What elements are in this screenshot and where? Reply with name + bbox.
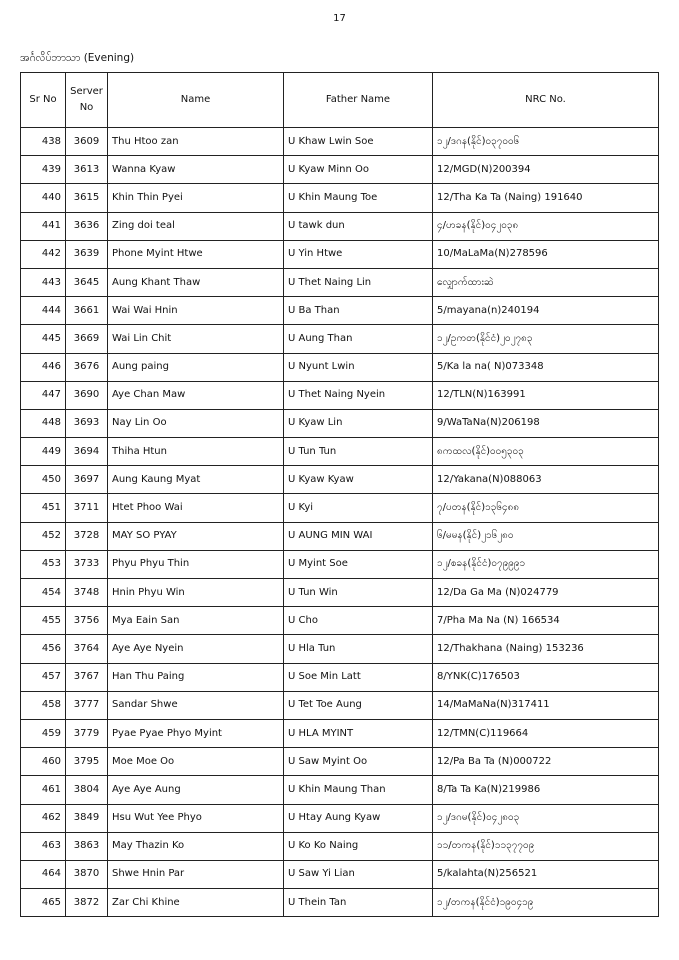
sr-no-cell: 451 bbox=[21, 494, 66, 522]
name-cell: Aye Aye Aung bbox=[108, 776, 284, 804]
father-name-cell: U Tun Win bbox=[284, 579, 433, 607]
table-row bbox=[21, 607, 659, 635]
table-row bbox=[21, 832, 659, 860]
sr-no-cell: 442 bbox=[21, 240, 66, 268]
nrc-no-cell: 7/Pha Ma Na (N) 166534 bbox=[433, 607, 659, 635]
table-row bbox=[21, 353, 659, 381]
server-no-cell: 3756 bbox=[66, 607, 108, 635]
father-name-cell: U Thet Naing Lin bbox=[284, 268, 433, 296]
sr-no-cell: 450 bbox=[21, 466, 66, 494]
server-no-cell: 3609 bbox=[66, 128, 108, 156]
sr-no-cell: 461 bbox=[21, 776, 66, 804]
header-row bbox=[21, 73, 659, 128]
roster-body bbox=[21, 128, 659, 917]
server-no-cell: 3636 bbox=[66, 212, 108, 240]
father-name-cell: U Ko Ko Naing bbox=[284, 832, 433, 860]
name-cell: Phyu Phyu Thin bbox=[108, 550, 284, 578]
nrc-no-cell: 14/MaMaNa(N)317411 bbox=[433, 691, 659, 719]
server-no-cell: 3870 bbox=[66, 860, 108, 888]
table-row bbox=[21, 635, 659, 663]
table-row bbox=[21, 325, 659, 353]
nrc-no-cell: ၁၁/တကန(နိုင်)၁၁၃၇၇၀၉ bbox=[433, 832, 659, 860]
nrc-no-cell: ၄/ဟခန(နိုင်)၀၄၂၀၃၈ bbox=[433, 212, 659, 240]
nrc-no-cell: 10/MaLaMa(N)278596 bbox=[433, 240, 659, 268]
table-row bbox=[21, 719, 659, 747]
nrc-no-cell: 5/mayana(n)240194 bbox=[433, 297, 659, 325]
server-no-cell: 3863 bbox=[66, 832, 108, 860]
nrc-no-cell: ၁၂/စခန(နိုင်ငံ)၀၇၉၉၉၁ bbox=[433, 550, 659, 578]
nrc-no-cell: 12/MGD(N)200394 bbox=[433, 156, 659, 184]
name-cell: MAY SO PYAY bbox=[108, 522, 284, 550]
sr-no-cell: 453 bbox=[21, 550, 66, 578]
sr-no-cell: 456 bbox=[21, 635, 66, 663]
nrc-no-cell: 12/TMN(C)119664 bbox=[433, 719, 659, 747]
table-row bbox=[21, 691, 659, 719]
father-name-cell: U Ba Than bbox=[284, 297, 433, 325]
server-no-cell: 3779 bbox=[66, 719, 108, 747]
server-no-cell: 3645 bbox=[66, 268, 108, 296]
server-no-cell: 3767 bbox=[66, 663, 108, 691]
name-cell: Wanna Kyaw bbox=[108, 156, 284, 184]
name-cell: Sandar Shwe bbox=[108, 691, 284, 719]
father-name-cell: U Hla Tun bbox=[284, 635, 433, 663]
nrc-no-cell: ၆/မမန(နိုင်)၂၁၆၂၈၀ bbox=[433, 522, 659, 550]
name-cell: Thiha Htun bbox=[108, 438, 284, 466]
name-cell: Shwe Hnin Par bbox=[108, 860, 284, 888]
father-name-cell: U Kyaw Lin bbox=[284, 409, 433, 437]
name-cell: Htet Phoo Wai bbox=[108, 494, 284, 522]
nrc-no-cell: ၈ကထလ(နိုင်)၀၀၅၃၀၃ bbox=[433, 438, 659, 466]
name-cell: Zar Chi Khine bbox=[108, 889, 284, 917]
sr-no-cell: 446 bbox=[21, 353, 66, 381]
server-no-cell: 3697 bbox=[66, 466, 108, 494]
table-row bbox=[21, 579, 659, 607]
father-name-cell: U Myint Soe bbox=[284, 550, 433, 578]
father-name-cell: U Thein Tan bbox=[284, 889, 433, 917]
nrc-no-cell: ၁၂/ဒဂန(နိုင်)၀၃၇၀၀၆ bbox=[433, 128, 659, 156]
sr-no-cell: 457 bbox=[21, 663, 66, 691]
father-name-cell: U Kyaw Minn Oo bbox=[284, 156, 433, 184]
name-cell: Zing doi teal bbox=[108, 212, 284, 240]
father-name-cell: U Htay Aung Kyaw bbox=[284, 804, 433, 832]
server-no-cell: 3676 bbox=[66, 353, 108, 381]
nrc-no-cell: 9/WaTaNa(N)206198 bbox=[433, 409, 659, 437]
server-no-cell: 3849 bbox=[66, 804, 108, 832]
sr-no-cell: 444 bbox=[21, 297, 66, 325]
section-title: အင်္ဂလိပ်ဘာသာ (Evening) bbox=[20, 52, 135, 64]
table-row bbox=[21, 268, 659, 296]
server-no-cell: 3764 bbox=[66, 635, 108, 663]
header-server-no: Server No bbox=[66, 73, 108, 128]
father-name-cell: U Kyaw Kyaw bbox=[284, 466, 433, 494]
nrc-no-cell: 12/Thakhana (Naing) 153236 bbox=[433, 635, 659, 663]
nrc-no-cell: လျှောက်ထားဆဲ bbox=[433, 268, 659, 296]
name-cell: Phone Myint Htwe bbox=[108, 240, 284, 268]
table-row bbox=[21, 494, 659, 522]
table-row bbox=[21, 240, 659, 268]
sr-no-cell: 465 bbox=[21, 889, 66, 917]
sr-no-cell: 443 bbox=[21, 268, 66, 296]
table-row bbox=[21, 128, 659, 156]
sr-no-cell: 464 bbox=[21, 860, 66, 888]
nrc-no-cell: 12/Yakana(N)088063 bbox=[433, 466, 659, 494]
nrc-no-cell: 12/Da Ga Ma (N)024779 bbox=[433, 579, 659, 607]
father-name-cell: U Kyi bbox=[284, 494, 433, 522]
server-no-cell: 3748 bbox=[66, 579, 108, 607]
nrc-no-cell: 8/Ta Ta Ka(N)219986 bbox=[433, 776, 659, 804]
server-no-cell: 3693 bbox=[66, 409, 108, 437]
sr-no-cell: 439 bbox=[21, 156, 66, 184]
table-row bbox=[21, 860, 659, 888]
father-name-cell: U Thet Naing Nyein bbox=[284, 381, 433, 409]
father-name-cell: U Khin Maung Than bbox=[284, 776, 433, 804]
father-name-cell: U tawk dun bbox=[284, 212, 433, 240]
header-sr-no: Sr No bbox=[21, 73, 66, 128]
father-name-cell: U Soe Min Latt bbox=[284, 663, 433, 691]
name-cell: Pyae Pyae Phyo Myint bbox=[108, 719, 284, 747]
header-nrc-no: NRC No. bbox=[433, 73, 659, 128]
father-name-cell: U Saw Yi Lian bbox=[284, 860, 433, 888]
father-name-cell: U Tun Tun bbox=[284, 438, 433, 466]
sr-no-cell: 462 bbox=[21, 804, 66, 832]
nrc-no-cell: 5/Ka la na( N)073348 bbox=[433, 353, 659, 381]
server-no-cell: 3733 bbox=[66, 550, 108, 578]
sr-no-cell: 455 bbox=[21, 607, 66, 635]
nrc-no-cell: ၇/ပတန(နိုင်)၁၃၆၄၈၈ bbox=[433, 494, 659, 522]
father-name-cell: U Nyunt Lwin bbox=[284, 353, 433, 381]
name-cell: Hsu Wut Yee Phyo bbox=[108, 804, 284, 832]
name-cell: Hnin Phyu Win bbox=[108, 579, 284, 607]
name-cell: Wai Lin Chit bbox=[108, 325, 284, 353]
father-name-cell: U Saw Myint Oo bbox=[284, 748, 433, 776]
table-row bbox=[21, 522, 659, 550]
server-no-cell: 3613 bbox=[66, 156, 108, 184]
father-name-cell: U AUNG MIN WAI bbox=[284, 522, 433, 550]
name-cell: May Thazin Ko bbox=[108, 832, 284, 860]
sr-no-cell: 459 bbox=[21, 719, 66, 747]
table-row bbox=[21, 889, 659, 917]
sr-no-cell: 441 bbox=[21, 212, 66, 240]
name-cell: Wai Wai Hnin bbox=[108, 297, 284, 325]
sr-no-cell: 452 bbox=[21, 522, 66, 550]
name-cell: Aye Chan Maw bbox=[108, 381, 284, 409]
sr-no-cell: 448 bbox=[21, 409, 66, 437]
nrc-no-cell: 12/TLN(N)163991 bbox=[433, 381, 659, 409]
table-row bbox=[21, 212, 659, 240]
table-row bbox=[21, 184, 659, 212]
server-no-cell: 3615 bbox=[66, 184, 108, 212]
table-row bbox=[21, 748, 659, 776]
sr-no-cell: 447 bbox=[21, 381, 66, 409]
father-name-cell: U HLA MYINT bbox=[284, 719, 433, 747]
server-no-cell: 3777 bbox=[66, 691, 108, 719]
sr-no-cell: 449 bbox=[21, 438, 66, 466]
sr-no-cell: 454 bbox=[21, 579, 66, 607]
nrc-no-cell: 5/kalahta(N)256521 bbox=[433, 860, 659, 888]
sr-no-cell: 458 bbox=[21, 691, 66, 719]
server-no-cell: 3711 bbox=[66, 494, 108, 522]
father-name-cell: U Khin Maung Toe bbox=[284, 184, 433, 212]
name-cell: Han Thu Paing bbox=[108, 663, 284, 691]
server-no-cell: 3728 bbox=[66, 522, 108, 550]
table-row bbox=[21, 381, 659, 409]
server-no-cell: 3661 bbox=[66, 297, 108, 325]
table-row bbox=[21, 550, 659, 578]
name-cell: Khin Thin Pyei bbox=[108, 184, 284, 212]
name-cell: Thu Htoo zan bbox=[108, 128, 284, 156]
sr-no-cell: 438 bbox=[21, 128, 66, 156]
nrc-no-cell: 12/Tha Ka Ta (Naing) 191640 bbox=[433, 184, 659, 212]
page-number: 17 bbox=[333, 13, 346, 24]
server-no-cell: 3690 bbox=[66, 381, 108, 409]
name-cell: Moe Moe Oo bbox=[108, 748, 284, 776]
sr-no-cell: 440 bbox=[21, 184, 66, 212]
name-cell: Aung Kaung Myat bbox=[108, 466, 284, 494]
nrc-no-cell: 12/Pa Ba Ta (N)000722 bbox=[433, 748, 659, 776]
nrc-no-cell: ၁၂/တကန(နိုင်ငံ)၁၉၀၄၁၉ bbox=[433, 889, 659, 917]
header-father-name: Father Name bbox=[284, 73, 433, 128]
table-row bbox=[21, 663, 659, 691]
name-cell: Aung Khant Thaw bbox=[108, 268, 284, 296]
server-no-cell: 3639 bbox=[66, 240, 108, 268]
server-no-cell: 3669 bbox=[66, 325, 108, 353]
father-name-cell: U Cho bbox=[284, 607, 433, 635]
table-row bbox=[21, 156, 659, 184]
nrc-no-cell: ၁၂/ဥကတ(နိုင်ငံ)၂၀၂၇၈၃ bbox=[433, 325, 659, 353]
server-no-cell: 3804 bbox=[66, 776, 108, 804]
server-no-cell: 3872 bbox=[66, 889, 108, 917]
father-name-cell: U Khaw Lwin Soe bbox=[284, 128, 433, 156]
sr-no-cell: 460 bbox=[21, 748, 66, 776]
sr-no-cell: 463 bbox=[21, 832, 66, 860]
nrc-no-cell: ၁၂/ဒဂမ(နိုင်)၀၄၂၈၀၃ bbox=[433, 804, 659, 832]
name-cell: Aung paing bbox=[108, 353, 284, 381]
sr-no-cell: 445 bbox=[21, 325, 66, 353]
roster-table bbox=[20, 72, 659, 917]
table-row bbox=[21, 804, 659, 832]
father-name-cell: U Tet Toe Aung bbox=[284, 691, 433, 719]
server-no-cell: 3694 bbox=[66, 438, 108, 466]
table-row bbox=[21, 297, 659, 325]
name-cell: Nay Lin Oo bbox=[108, 409, 284, 437]
name-cell: Mya Eain San bbox=[108, 607, 284, 635]
server-no-cell: 3795 bbox=[66, 748, 108, 776]
father-name-cell: U Aung Than bbox=[284, 325, 433, 353]
table-row bbox=[21, 466, 659, 494]
header-name: Name bbox=[108, 73, 284, 128]
father-name-cell: U Yin Htwe bbox=[284, 240, 433, 268]
table-row bbox=[21, 438, 659, 466]
nrc-no-cell: 8/YNK(C)176503 bbox=[433, 663, 659, 691]
table-row bbox=[21, 776, 659, 804]
name-cell: Aye Aye Nyein bbox=[108, 635, 284, 663]
table-row bbox=[21, 409, 659, 437]
